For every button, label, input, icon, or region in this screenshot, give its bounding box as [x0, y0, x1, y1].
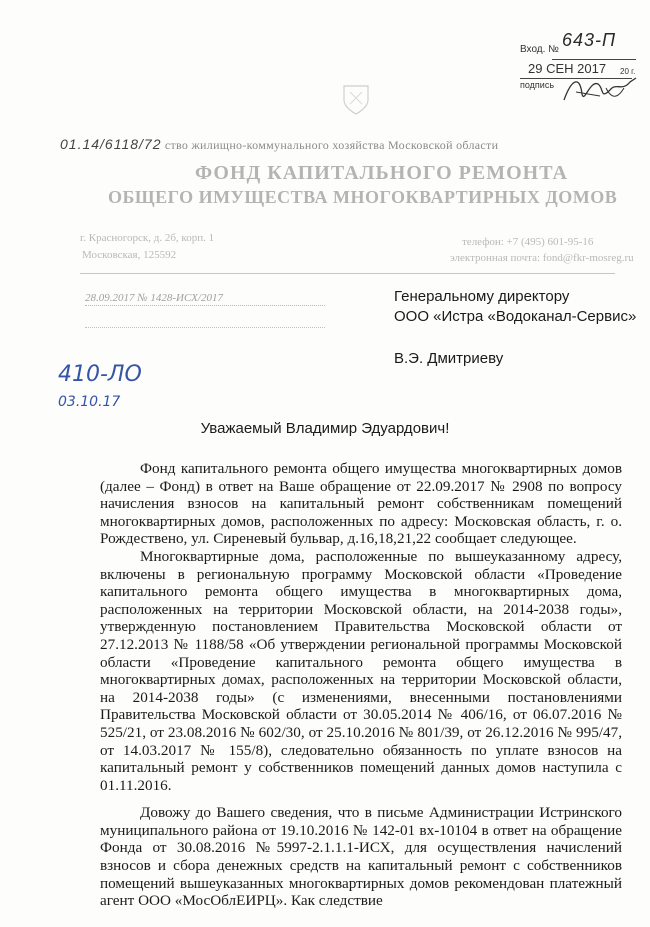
stamp-date: 29 СЕН 2017 [528, 61, 607, 76]
fund-title-line2: ОБЩЕГО ИМУЩЕСТВА МНОГОКВАРТИРНЫХ ДОМОВ [108, 187, 618, 207]
handwritten-outgoing-number: 01.14/6118/72 [60, 136, 162, 152]
body-paragraph-3: Довожу до Вашего сведения, что в письме Администрации Истринского муниципального района от 19.10.2016 № 142-01 вх-10104 в ответ на обращение Фонда от 30.08.2016 №5997-2.1.1.1-ИСХ, для осуществления начислений взносов и сбора денежных средств на капитальный ремонт с собственников помещений вышеуказанных многоквартирных домов рекомендован платежный агент ООО «МосОблЕИРЦ». Как следствие [100, 804, 622, 910]
letter-body [100, 460, 622, 910]
address-line1: г. Красногорск, д. 2б, корп. 1 [80, 232, 215, 244]
stamp-year-suffix: 20 г. [620, 67, 636, 76]
handwritten-reg-number: 410-ЛО [58, 362, 142, 387]
reference-line [85, 327, 325, 328]
handwritten-signature [560, 70, 640, 110]
greeting: Уважаемый Владимир Эдуардович! [200, 420, 450, 437]
ministry-name: ство жилищно-коммунального хозяйства Московской области [164, 138, 499, 152]
address-line2: Московская, 125592 [82, 249, 177, 261]
ministry-line [60, 136, 620, 153]
addressee-block [394, 287, 636, 369]
addressee-name: В.Э. Дмитриеву [394, 350, 504, 367]
handwritten-reg-date: 03.10.17 [58, 394, 121, 410]
phone-line: телефон: +7 (495) 601-95-16 [462, 236, 594, 248]
body-paragraph-2: Многоквартирные дома, расположенные по вышеуказанному адресу, включены в региональную программу Московской области «Проведение капитального ремонта общего имущества в многоквартирных дома, расположенных на территории Московской области, на 2014-2038 годы», утвержденную постановлением Правительства Московской области от 27.12.2013 № 1188/58 «Об утверждении региональной программы Московской области «Проведение капитального ремонта общего имущества в многоквартирных домах, расположенных на территории Московской области, на 2014-2038 годы» (с изменениями, внесенными постановлениями Правительства Московской области от 30.05.2014 № 406/16, от 06.07.2016 № 525/21, от 23.08.2016 № 602/30, от 25.10.2016 № 801/39, от 26.12.2016 № 995/47, от 14.03.2017 № 155/8), следовательно обязанность по уплате взносов на капитальный ремонт у собственников помещений данных домов наступила с 01.11.2016. [100, 547, 622, 794]
letterhead-divider [80, 273, 615, 274]
addressee-position: Генеральному директору [394, 288, 570, 305]
stamp-incoming-label: Вход. № [520, 44, 559, 55]
addressee-organization: ООО «Истра «Водоканал-Сервис» [394, 308, 637, 325]
coat-of-arms-emblem [340, 82, 372, 116]
stamp-signature-label: подпись [520, 80, 555, 90]
stamp-number: 643-П [562, 30, 617, 50]
outgoing-registration-line: 28.09.2017 № 1428-ИСХ/2017 [85, 292, 325, 306]
body-paragraph-1: Фонд капитального ремонта общего имущества многоквартирных домов (далее – Фонд) в ответ на Ваше обращение от 22.09.2017 № 2908 по вопросу начисления взносов на капитальный ремонт собственникам помещений многоквартирных домов, расположенных по адресу: Московская область, г. о. Рождествено, ул. Сиреневый бульвар, д.16,18,21,22 сообщает следующее. [100, 460, 622, 548]
fund-title-line1: ФОНД КАПИТАЛЬНОГО РЕМОНТА [195, 162, 568, 184]
email-line: электронная почта: fond@fkr-mosreg.ru [450, 252, 634, 264]
stamp-number-line [552, 59, 636, 60]
